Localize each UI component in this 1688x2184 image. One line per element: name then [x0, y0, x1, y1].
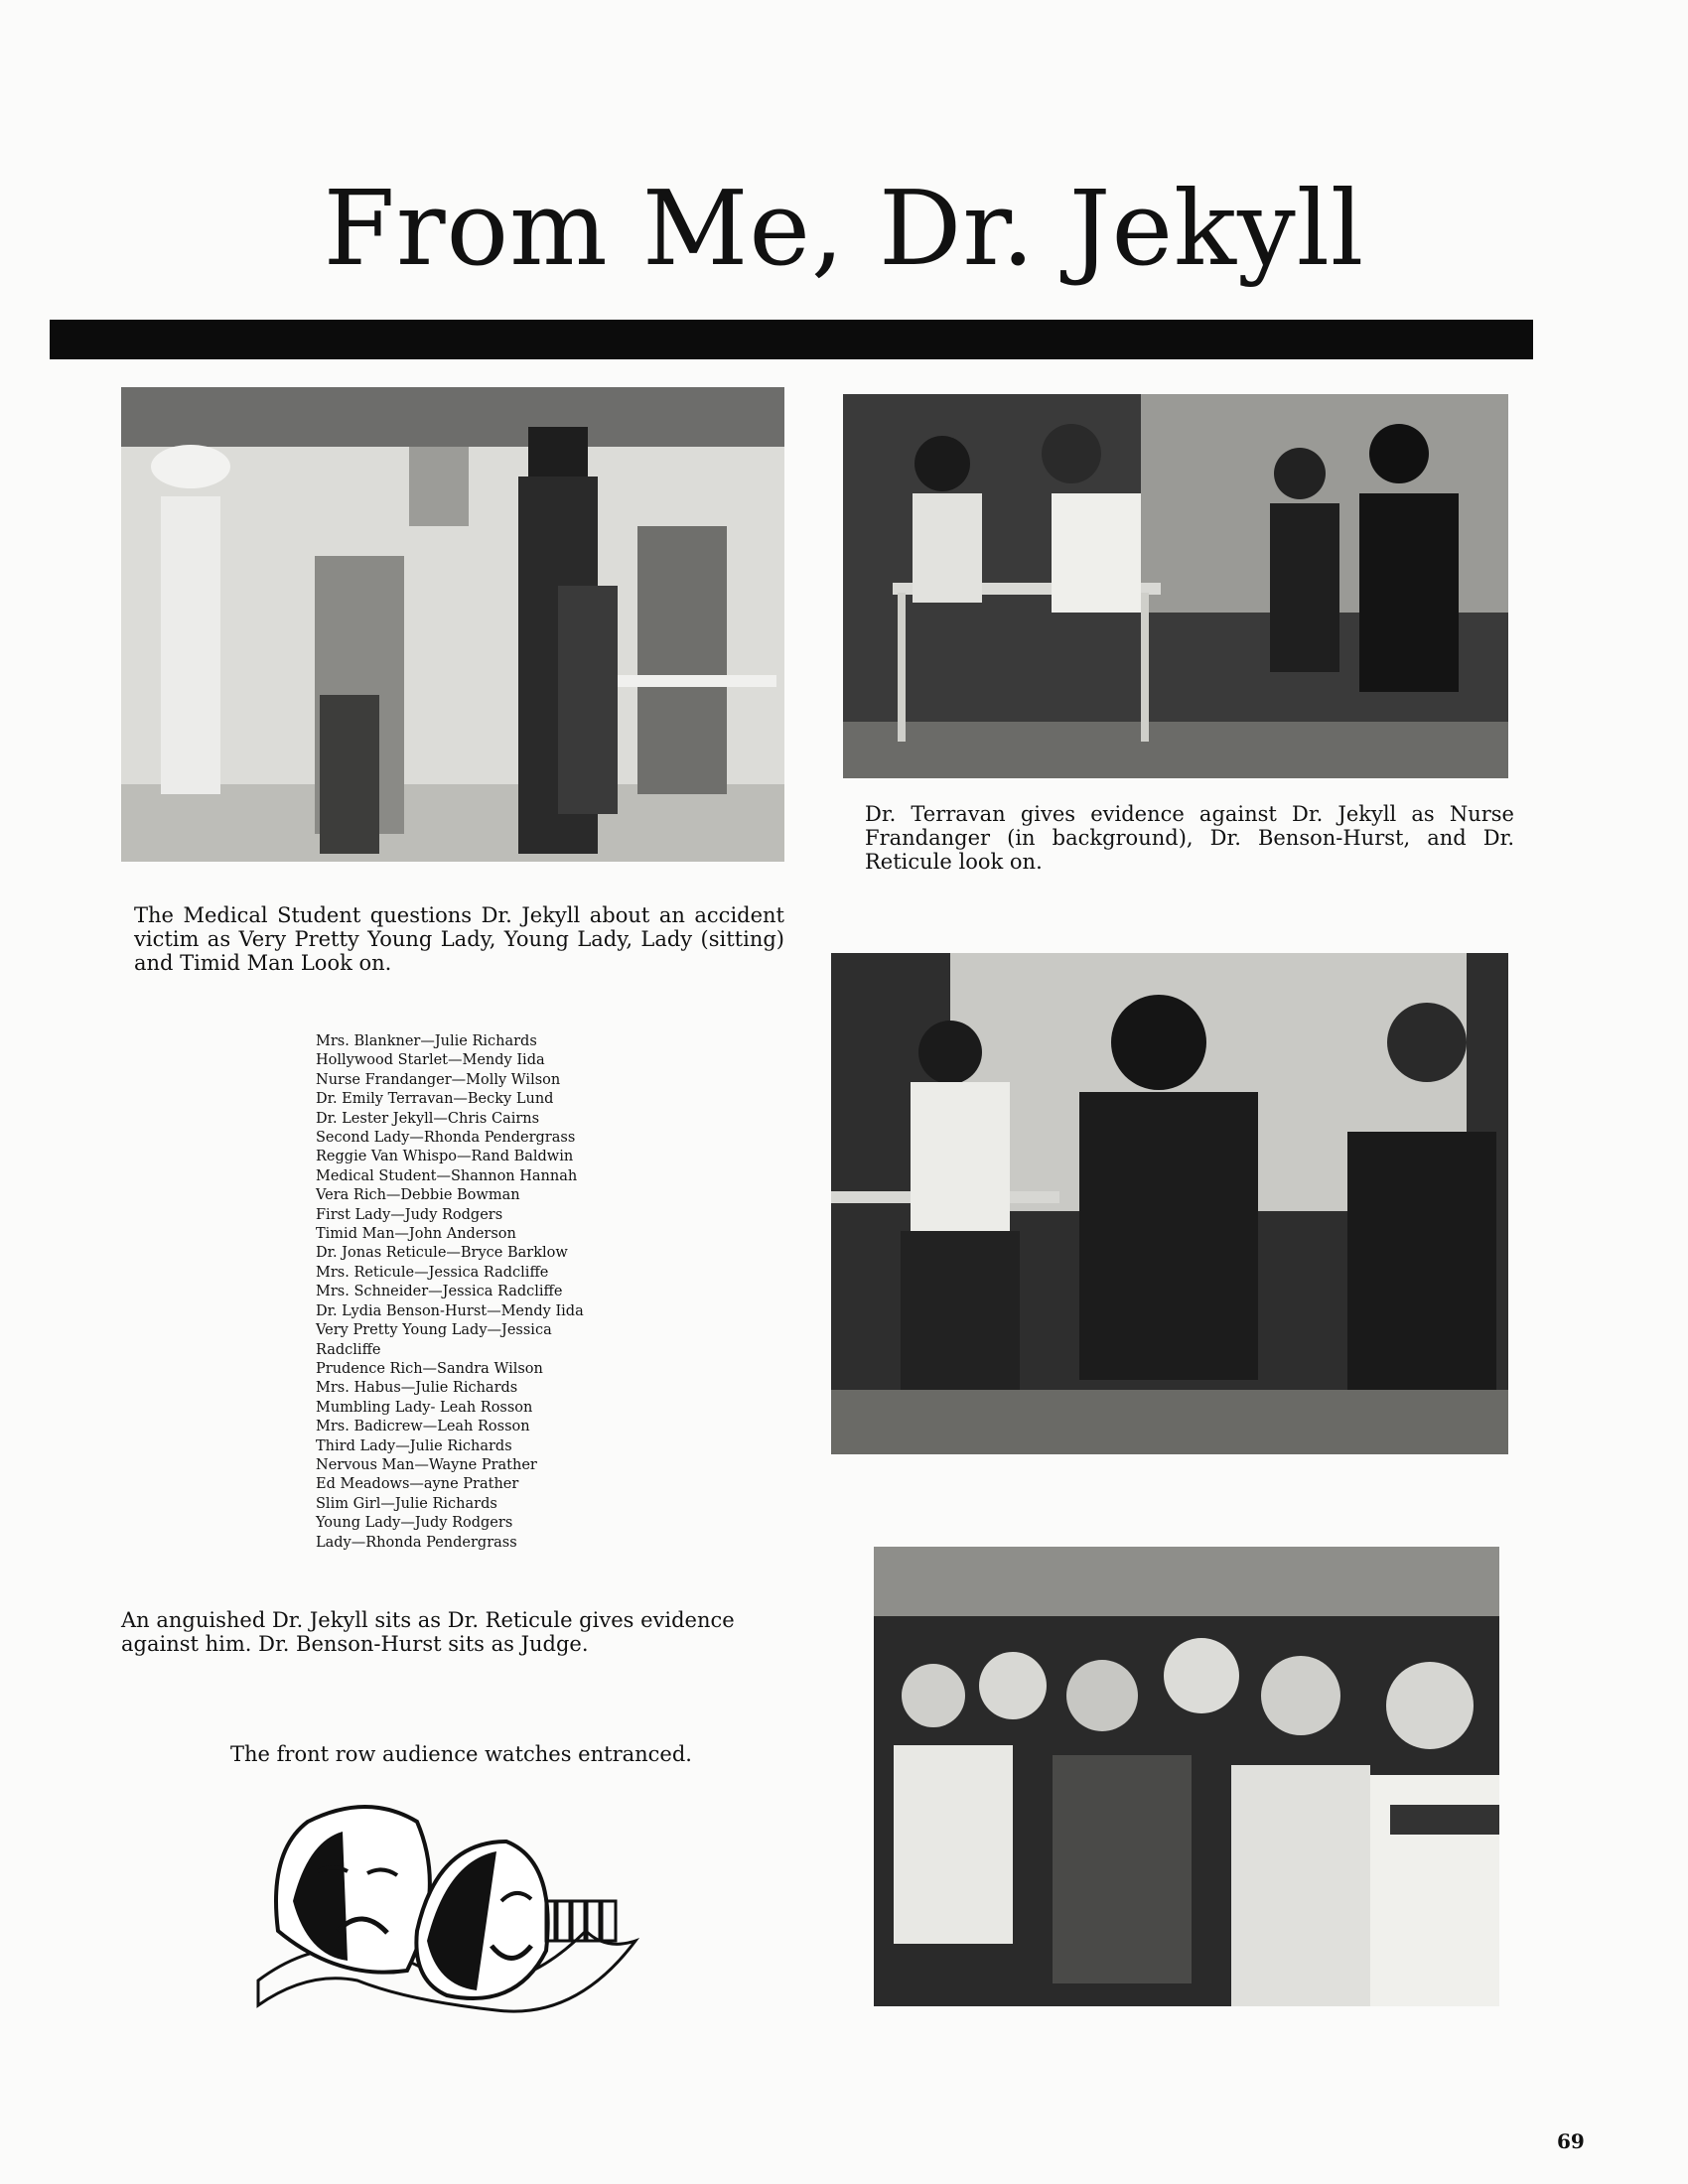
cast-entry: Lady—Rhonda Pendergrass [316, 1534, 517, 1551]
cast-entry: Very Pretty Young Lady—Jessica [316, 1322, 552, 1339]
cast-entry: Hollywood Starlet—Mendy Iida [316, 1052, 545, 1069]
cast-entry: Timid Man—John Anderson [316, 1226, 516, 1243]
cast-entry: Second Lady—Rhonda Pendergrass [316, 1130, 576, 1147]
caption-terravan: Dr. Terravan gives evidence against Dr. Jekyll as Nurse Frandanger (in background), Dr. Benson-Hurst, and Dr. Reticule look on. [865, 802, 1514, 874]
cast-entry: Dr. Lester Jekyll—Chris Cairns [316, 1110, 540, 1127]
cast-entry: Prudence Rich—Sandra Wilson [316, 1360, 543, 1377]
cast-entry: Mumbling Lady- Leah Rosson [316, 1399, 533, 1416]
cast-entry: Mrs. Blankner—Julie Richards [316, 1033, 537, 1049]
cast-entry: Mrs. Schneider—Jessica Radcliffe [316, 1284, 563, 1300]
cast-entry: Mrs. Habus—Julie Richards [316, 1380, 518, 1397]
cast-entry: Slim Girl—Julie Richards [316, 1495, 497, 1512]
photo-terravan-evidence [843, 394, 1508, 778]
cast-entry: Mrs. Badicrew—Leah Rosson [316, 1419, 530, 1435]
photo-medical-student-scene [121, 387, 784, 862]
theatre-masks-illustration [248, 1782, 645, 2030]
cast-entry: Nervous Man—Wayne Prather [316, 1456, 537, 1473]
caption-medical-student: The Medical Student questions Dr. Jekyll about an accident victim as Very Pretty Young Lady, Young Lady, Lady (sitting) and Timid Man Look on. [134, 903, 784, 975]
caption-audience: The front row audience watches entranced. [230, 1742, 692, 1766]
cast-entry: Dr. Emily Terravan—Becky Lund [316, 1091, 554, 1108]
cast-list [316, 1032, 633, 1553]
caption-anguished-jekyll: An anguished Dr. Jekyll sits as Dr. Reticule gives evidence against him. Dr. Benson-Hurst sits as Judge. [121, 1608, 735, 1656]
cast-entry: Nurse Frandanger—Molly Wilson [316, 1071, 561, 1088]
title-rule-bar [50, 320, 1533, 359]
photo-anguished-jekyll [831, 953, 1508, 1454]
cast-entry: Dr. Lydia Benson-Hurst—Mendy Iida [316, 1302, 584, 1319]
cast-entry: Reggie Van Whispo—Rand Baldwin [316, 1149, 574, 1165]
cast-entry: First Lady—Judy Rodgers [316, 1206, 503, 1223]
cast-entry: Dr. Jonas Reticule—Bryce Barklow [316, 1245, 568, 1262]
cast-entry: Mrs. Reticule—Jessica Radcliffe [316, 1264, 549, 1281]
page-number: 69 [1557, 2129, 1585, 2153]
photo-front-row-audience [874, 1547, 1499, 2006]
cast-entry: Medical Student—Shannon Hannah [316, 1167, 578, 1184]
cast-entry: Radcliffe [316, 1341, 381, 1358]
cast-entry: Young Lady—Judy Rodgers [316, 1515, 513, 1532]
cast-entry: Ed Meadows—ayne Prather [316, 1476, 519, 1493]
page-title: From Me, Dr. Jekyll [323, 168, 1365, 289]
cast-entry: Vera Rich—Debbie Bowman [316, 1187, 520, 1204]
cast-entry: Third Lady—Julie Richards [316, 1437, 512, 1454]
